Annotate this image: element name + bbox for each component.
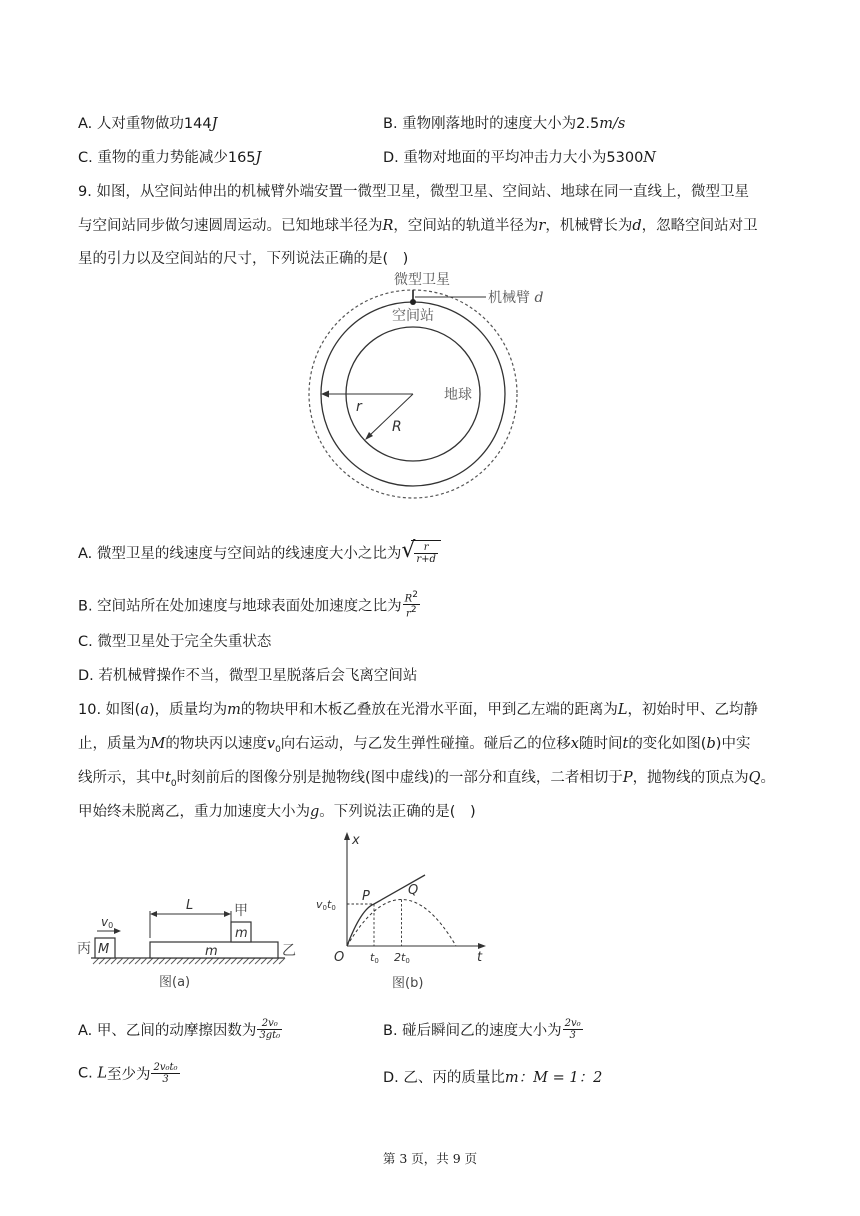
q9-stem-line1: 9. 如图，从空间站伸出的机械臂外端安置一微型卫星，微型卫星、空间站、地球在同一直线上，微型卫星	[78, 184, 749, 200]
q9-option-a: A. 微型卫星的线速度与空间站的线速度大小之比为 √ $\frac{r}{r+d}$	[78, 540, 441, 565]
q8-option-d: D. 重物对地面的平均冲击力大小为5300N	[383, 150, 656, 166]
label-micro-satellite: 微型卫星	[394, 272, 450, 288]
label-R: R	[392, 419, 402, 435]
label-2t0: 2t0	[394, 951, 410, 965]
q10-stem-line3: 线所示，其中$t_0$时刻前后的图像分别是抛物线(图中虚线)的一部分和直线，二者相切于P，抛物线的顶点为Q。	[78, 770, 776, 789]
q10-option-a: A. 甲、乙间的动摩擦因数为 $\frac{\text{2v₀}}{\text{3gt₀}}$	[78, 1018, 281, 1041]
label-origin: O	[334, 950, 345, 965]
label-bing: 丙	[77, 941, 91, 957]
y-axis-arrowhead	[344, 832, 350, 840]
q10-stem-line2: 止，质量为M的物块丙以速度$v_0$向右运动，与乙发生弹性碰撞。碰后乙的位移x随时间t的变化如图(b)中实	[78, 736, 751, 755]
q9-stem-line2: 与空间站同步做匀速圆周运动。已知地球半径为R，空间站的轨道半径为r，机械臂长为d，忽略空间站对卫	[78, 218, 758, 234]
label-v0t0: v0t0	[316, 898, 336, 912]
caption-figure-a: 图(a)	[159, 975, 191, 990]
radius-R-arrow	[368, 394, 413, 437]
q9-orbit-diagram	[300, 265, 544, 510]
label-Q: Q	[408, 883, 419, 898]
q10-figure-b	[312, 828, 492, 996]
q8-option-c: C. 重物的重力势能减少165J	[78, 150, 262, 166]
q8-option-b: B. 重物刚落地时的速度大小为2.5m/s	[383, 116, 626, 132]
q10-stem-line1: 10. 如图(a)，质量均为m的物块甲和木板乙叠放在光滑水平面，甲到乙左端的距离为L，初始时甲、乙均静	[78, 702, 759, 718]
ground-hatching	[93, 958, 285, 964]
distance-L-arrowhead-right	[224, 911, 231, 917]
block-bing-label: M	[98, 942, 110, 957]
label-yi: 乙	[282, 943, 296, 959]
label-space-station: 空间站	[392, 308, 434, 324]
block-jia-mass: m	[235, 926, 248, 941]
q8-option-a: A. 人对重物做功144J	[78, 116, 218, 132]
label-P: P	[362, 889, 370, 904]
label-t0: t0	[370, 951, 379, 965]
sqrt-expression: √ $\frac{r}{r+d}$	[401, 540, 441, 565]
label-t-axis: t	[477, 950, 483, 965]
q9-option-d: D. 若机械臂操作不当，微型卫星脱落后会飞离空间站	[78, 668, 418, 684]
board-yi-mass: m	[205, 944, 218, 959]
q9-option-c: C. 微型卫星处于完全失重状态	[78, 634, 272, 650]
q10-figure-a	[75, 880, 300, 995]
q10-option-d: D. 乙、丙的质量比m：M = 1：2	[383, 1070, 603, 1086]
q9-stem-line3: 星的引力以及空间站的尺寸，下列说法正确的是( )	[78, 251, 409, 267]
page-footer: 第 3 页，共 9 页	[382, 1151, 478, 1166]
x-axis-arrowhead	[478, 943, 486, 949]
label-earth: 地球	[444, 387, 472, 403]
q9-option-b: B. 空间站所在处加速度与地球表面处加速度之比为 $\frac{R^2}{r^2}$	[78, 590, 418, 620]
velocity-arrowhead	[114, 928, 121, 934]
label-x-axis: x	[352, 833, 360, 848]
q10-stem-line4: 甲始终未脱离乙，重力加速度大小为g。下列说法正确的是( )	[78, 804, 476, 820]
q10-option-b: B. 碰后瞬间乙的速度大小为 $\frac{\text{2v₀}}{3}$	[383, 1018, 581, 1041]
label-r: r	[356, 399, 362, 415]
label-arm: 机械臂 d	[488, 290, 544, 306]
label-L: L	[186, 898, 194, 913]
satellite-dot	[410, 299, 416, 305]
caption-figure-b: 图(b)	[392, 976, 424, 991]
distance-L-arrowhead-left	[150, 911, 157, 917]
radius-r-arrowhead	[321, 391, 329, 398]
label-jia: 甲	[234, 903, 248, 919]
q10-option-c: C. L至少为 $\frac{\text{2v₀t₀}}{3}$	[78, 1062, 178, 1085]
label-v0: v0	[101, 915, 114, 930]
